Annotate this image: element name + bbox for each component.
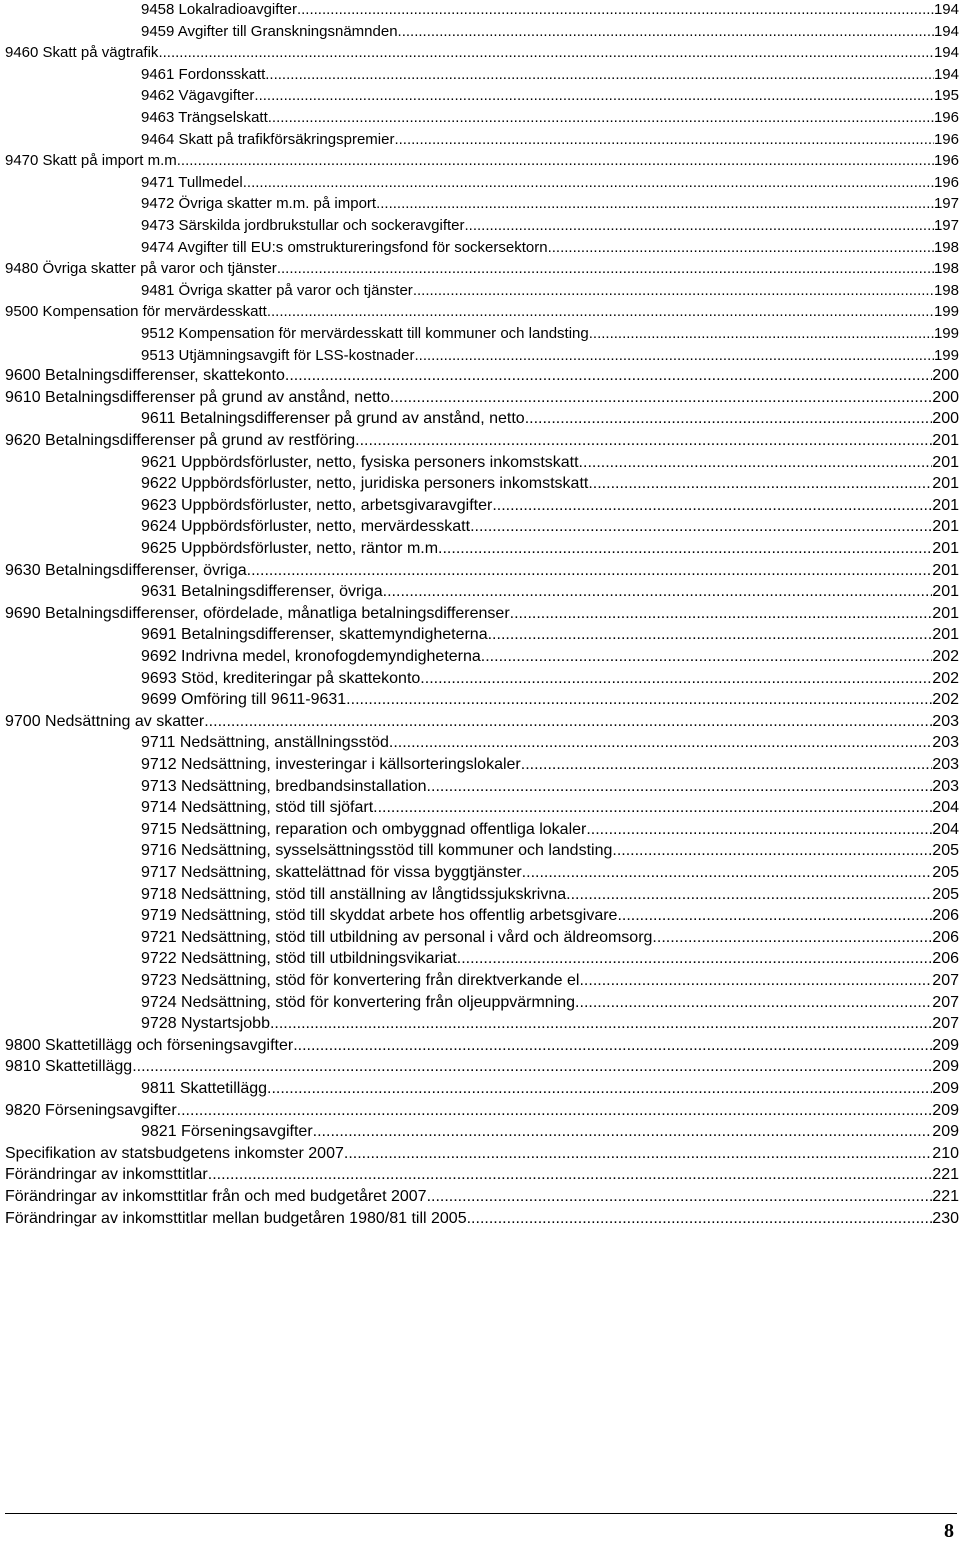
toc-entry-page: 205 [932,864,959,881]
toc-entry-title: 9717 Nedsättning, skattelättnad för vissa byggtjänster [141,864,522,881]
toc-entry-page: 194 [933,22,959,40]
toc-entry-title: 9693 Stöd, krediteringar på skattekonto [141,669,421,687]
toc-entry-title: 9461 Fordonsskatt [141,65,266,83]
toc-entry[interactable] [141,798,960,816]
dot-leader [394,132,934,147]
toc-entry[interactable] [141,22,960,39]
toc-entry[interactable] [141,863,960,881]
toc-entry-page: 201 [932,518,959,536]
dot-leader [586,822,932,838]
dot-leader [467,1211,933,1227]
dot-leader [265,67,934,82]
toc-entry[interactable] [141,949,960,967]
toc-entry-page: 198 [933,281,959,299]
dot-leader [346,692,932,708]
toc-entry[interactable] [141,993,960,1011]
toc-entry[interactable] [141,885,960,903]
toc-entry-page: 209 [932,1080,959,1097]
toc-entry[interactable] [5,1165,960,1183]
dot-leader [285,368,932,384]
toc-entry[interactable] [141,216,960,233]
toc-entry-title: 9821 Förseningsavgifter [141,1123,313,1141]
toc-entry-page: 197 [933,195,959,213]
dot-leader [481,649,933,665]
toc-entry-title: 9800 Skattetillägg och förseningsavgifter [5,1036,294,1054]
toc-entry[interactable] [141,582,960,600]
toc-entry-page: 205 [932,885,959,903]
toc-entry[interactable] [141,0,960,17]
toc-entry[interactable] [141,517,960,535]
toc-entry-page: 201 [932,432,959,449]
dot-leader [420,671,932,687]
dot-leader [652,930,932,946]
dot-leader [277,261,934,276]
dot-leader [457,951,933,967]
toc-entry[interactable] [141,755,960,773]
toc-entry-page: 201 [932,475,959,493]
dot-leader [588,476,932,492]
toc-entry[interactable] [5,1036,960,1054]
dot-leader [470,519,932,535]
toc-entry[interactable] [5,43,960,60]
toc-entry-title: 9473 Särskilda jordbrukstullar och sockeravgifter [141,217,465,234]
toc-entry-page: 198 [933,260,959,278]
dot-leader [413,283,934,298]
toc-entry[interactable] [141,928,960,946]
toc-entry-page: 230 [932,1209,959,1227]
toc-entry[interactable] [141,971,960,989]
dot-leader [510,606,933,622]
dot-leader [208,1167,933,1183]
toc-entry[interactable] [141,194,960,211]
toc-entry-page: 202 [932,691,959,709]
toc-entry-title: 9463 Trängselskatt [141,109,268,126]
toc-entry-page: 201 [932,604,959,622]
toc-entry[interactable] [141,346,960,363]
toc-entry-title: 9724 Nedsättning, stöd för konvertering från oljeuppvärmning [141,993,576,1011]
toc-entry-title: 9462 Vägavgifter [141,87,255,105]
toc-entry-title: 9712 Nedsättning, investeringar i källsorteringslokaler [141,756,521,773]
toc-entry[interactable] [141,86,960,103]
toc-entry-title: 9700 Nedsättning av skatter [5,712,205,730]
toc-entry-page: 209 [932,1101,959,1119]
dot-leader [247,563,933,579]
toc-entry-title: 9716 Nedsättning, sysselsättningsstöd till kommuner och landsting [141,842,613,860]
toc-entry-title: 9723 Nedsättning, stöd för konvertering från direktverkande el [141,972,580,989]
toc-entry-page: 201 [932,540,959,557]
toc-entry[interactable] [5,1057,960,1075]
toc-entry-title: Förändringar av inkomsttitlar från och med budgetåret 2007 [5,1188,427,1205]
dot-leader [488,627,933,643]
toc-entry[interactable] [141,238,960,255]
dot-leader [267,1081,932,1097]
toc-entry-page: 201 [932,583,959,601]
toc-entry-page: 203 [932,734,959,752]
toc-entry[interactable] [5,151,960,168]
dot-leader [427,1189,933,1205]
toc-entry-title: 9470 Skatt på import m.m. [5,152,181,170]
toc-entry-page: 202 [932,669,959,687]
dot-leader [355,433,932,449]
toc-entry-title: 9513 Utjämningsavgift för LSS-kostnader [141,346,415,364]
toc-entry-title: 9810 Skattetillägg [5,1058,133,1076]
dot-leader [579,455,933,471]
dot-leader [575,995,932,1011]
toc-entry[interactable] [5,431,960,449]
toc-entry-page: 203 [932,756,959,773]
toc-entry-page: 210 [932,1144,959,1162]
toc-entry[interactable] [141,474,960,492]
toc-entry-page: 200 [932,388,959,406]
dot-leader [465,218,934,233]
toc-entry-page: 194 [933,44,959,62]
toc-entry-title: 9600 Betalningsdifferenser, skattekonto [5,367,285,385]
toc-entry[interactable] [141,1079,960,1097]
toc-entry-page: 209 [932,1123,959,1141]
toc-entry-page: 196 [933,130,959,148]
toc-entry[interactable] [141,1014,960,1032]
toc-entry[interactable] [141,777,960,795]
toc-entry[interactable] [5,259,960,276]
toc-entry[interactable] [5,712,960,730]
toc-entry-title: 9711 Nedsättning, anställningsstöd [141,734,389,752]
toc-entry-page: 200 [932,410,959,428]
toc-entry-page: 196 [933,109,959,126]
toc-entry[interactable] [5,1209,960,1227]
toc-entry[interactable] [141,453,960,471]
dot-leader [579,973,932,989]
toc-entry-title: 9631 Betalningsdifferenser, övriga [141,583,383,601]
toc-entry-title: 9481 Övriga skatter på varor och tjänster [141,281,413,299]
toc-entry-page: 201 [932,496,959,514]
dot-leader [414,348,933,363]
toc-entry-page: 204 [932,799,959,817]
toc-entry-title: 9611 Betalningsdifferenser på grund av anstånd, netto [141,410,525,428]
dot-leader [525,411,933,427]
dot-leader [297,2,934,17]
toc-entry-page: 201 [932,561,959,579]
toc-entry[interactable] [141,496,960,514]
toc-entry-page: 201 [932,626,959,644]
toc-entry-title: 9630 Betalningsdifferenser, övriga [5,561,247,579]
toc-entry-page: 203 [932,712,959,730]
toc-entry-title: 9692 Indrivna medel, kronofogdemyndigheterna [141,648,481,665]
toc-entry-page: 199 [933,346,959,364]
toc-entry-page: 196 [933,173,959,191]
toc-entry-page: 194 [933,1,959,18]
toc-entry[interactable] [141,669,960,687]
toc-entry-title: 9474 Avgifter till EU:s omstruktureringsfond för sockersektorn [141,238,548,256]
toc-entry[interactable] [141,733,960,751]
toc-entry-title: Specifikation av statsbudgetens inkomster 2007 [5,1144,344,1162]
toc-entry-title: 9472 Övriga skatter m.m. på import [141,195,377,213]
dot-leader [398,24,934,39]
dot-leader [373,800,932,816]
dot-leader [612,843,932,859]
dot-leader [589,326,934,341]
dot-leader [204,714,932,730]
toc-entry-title: 9460 Skatt på vägtrafik [5,44,159,62]
toc-entry-title: Förändringar av inkomsttitlar mellan budgetåren 1980/81 till 2005 [5,1209,467,1227]
dot-leader [522,865,933,881]
toc-entry-page: 203 [932,777,959,795]
toc-entry-page: 200 [932,367,959,385]
toc-entry-title: 9721 Nedsättning, stöd till utbildning av personal i vård och äldreomsorg [141,928,653,946]
dot-leader [390,390,932,406]
toc-entry-page: 206 [932,907,959,925]
dot-leader [389,735,932,751]
toc-entry[interactable] [5,604,960,622]
dot-leader [566,887,932,903]
toc-entry-page: 221 [932,1166,959,1184]
toc-entry-title: 9722 Nedsättning, stöd till utbildningsvikariat [141,950,457,968]
toc-entry[interactable] [141,625,960,643]
toc-entry[interactable] [141,324,960,341]
toc-entry[interactable] [5,366,960,384]
dot-leader [313,1124,933,1140]
dot-leader [617,908,932,924]
toc-entry-title: 9728 Nystartsjobb [141,1015,270,1033]
toc-entry-title: 9622 Uppbördsförluster, netto, juridiska personers inkomstskatt [141,475,589,493]
toc-entry[interactable] [5,1187,960,1205]
toc-entry-page: 209 [932,1058,959,1076]
toc-entry-title: 9480 Övriga skatter på varor och tjänster [5,260,277,278]
toc-entry-title: 9500 Kompensation för mervärdesskatt [5,303,267,321]
dot-leader [243,175,934,190]
toc-entry-page: 196 [933,152,959,170]
toc-entry-title: 9459 Avgifter till Granskningsnämnden [141,22,398,40]
dot-leader [376,196,934,211]
toc-entry-title: 9623 Uppbördsförluster, netto, arbetsgivaravgifter [141,496,493,514]
toc-entry[interactable] [5,388,960,406]
toc-entry-title: 9620 Betalningsdifferenser på grund av restföring [5,432,356,449]
toc-entry[interactable] [141,173,960,190]
toc-entry-title: 9471 Tullmedel [141,173,243,191]
dot-leader [267,304,934,319]
toc-entry-page: 207 [932,993,959,1011]
toc-entry-page: 202 [932,648,959,665]
toc-entry[interactable] [141,820,960,838]
toc-entry-title: 9718 Nedsättning, stöd till anställning av långtidssjukskrivna [141,885,567,903]
toc-entry[interactable] [141,539,960,557]
toc-entry[interactable] [5,1101,960,1119]
toc-entry-page: 204 [932,820,959,838]
dot-leader [427,779,933,795]
dot-leader [548,240,934,255]
toc-entry-title: 9624 Uppbördsförluster, netto, mervärdesskatt [141,518,471,536]
toc-entry-page: 197 [933,217,959,234]
dot-leader [177,1103,933,1119]
toc-entry-title: 9610 Betalningsdifferenser på grund av anstånd, netto [5,388,390,406]
toc-entry-page: 201 [932,453,959,471]
toc-entry-title: 9713 Nedsättning, bredbandsinstallation [141,777,427,795]
toc-entry[interactable] [141,108,960,125]
toc-entry[interactable] [141,906,960,924]
dot-leader [442,541,932,557]
toc-entry-title: 9512 Kompensation för mervärdesskatt till kommuner och landsting [141,325,589,342]
toc-entry-page: 207 [932,1015,959,1033]
dot-leader [521,757,933,773]
dot-leader [158,45,934,60]
toc-entry[interactable] [141,130,960,147]
toc-entry-page: 205 [932,842,959,860]
toc-entry-title: 9715 Nedsättning, reparation och ombyggnad offentliga lokaler [141,820,587,838]
toc-entry-title: 9690 Betalningsdifferenser, ofördelade, månatliga betalningsdifferenser [5,604,510,622]
dot-leader [270,1016,932,1032]
toc-entry-page: 194 [933,65,959,83]
toc-entry-page: 207 [932,972,959,989]
dot-leader [383,584,933,600]
toc-entry-page: 206 [932,950,959,968]
toc-entry-page: 206 [932,928,959,946]
dot-leader [132,1059,932,1075]
toc-entry-page: 221 [932,1188,959,1205]
toc-entry-title: 9820 Förseningsavgifter [5,1101,177,1119]
toc-entry-title: 9719 Nedsättning, stöd till skyddat arbete hos offentlig arbetsgivare [141,907,618,925]
toc-entry-title: 9714 Nedsättning, stöd till sjöfart [141,799,374,817]
toc-entry[interactable] [5,302,960,319]
toc-entry[interactable] [141,841,960,859]
toc-entry-page: 195 [933,87,959,105]
toc-entry-title: 9464 Skatt på trafikförsäkringspremier [141,130,395,148]
dot-leader [268,110,934,125]
footer-rule [5,1513,957,1514]
toc-entry-title: 9691 Betalningsdifferenser, skattemyndigheterna [141,626,488,644]
dot-leader [344,1146,932,1162]
toc-entry[interactable] [141,409,960,427]
toc-entry[interactable] [141,647,960,665]
toc-entry-title: 9625 Uppbördsförluster, netto, räntor m.m. [141,540,443,557]
dot-leader [492,498,932,514]
toc-entry[interactable] [5,1144,960,1162]
toc-entry-page: 209 [932,1036,959,1054]
toc-entry[interactable] [141,1122,960,1140]
toc-entry-title: 9811 Skattetillägg [141,1080,268,1097]
page-number: 8 [944,1520,954,1542]
toc-entry-title: 9458 Lokalradioavgifter [141,1,297,18]
toc-entry-title: 9621 Uppbördsförluster, netto, fysiska personers inkomstskatt [141,453,579,471]
toc-entry-page: 199 [933,303,959,321]
toc-entry[interactable] [141,690,960,708]
toc-entry[interactable] [5,561,960,579]
toc-entry-title: Förändringar av inkomsttitlar [5,1166,208,1184]
toc-entry-title: 9699 Omföring till 9611-9631 [141,691,347,709]
toc-entry[interactable] [141,65,960,82]
toc-entry-page: 199 [933,325,959,342]
dot-leader [293,1038,932,1054]
toc-entry[interactable] [141,281,960,298]
dot-leader [254,88,934,103]
toc-entry-page: 198 [933,238,959,256]
dot-leader [181,153,934,168]
